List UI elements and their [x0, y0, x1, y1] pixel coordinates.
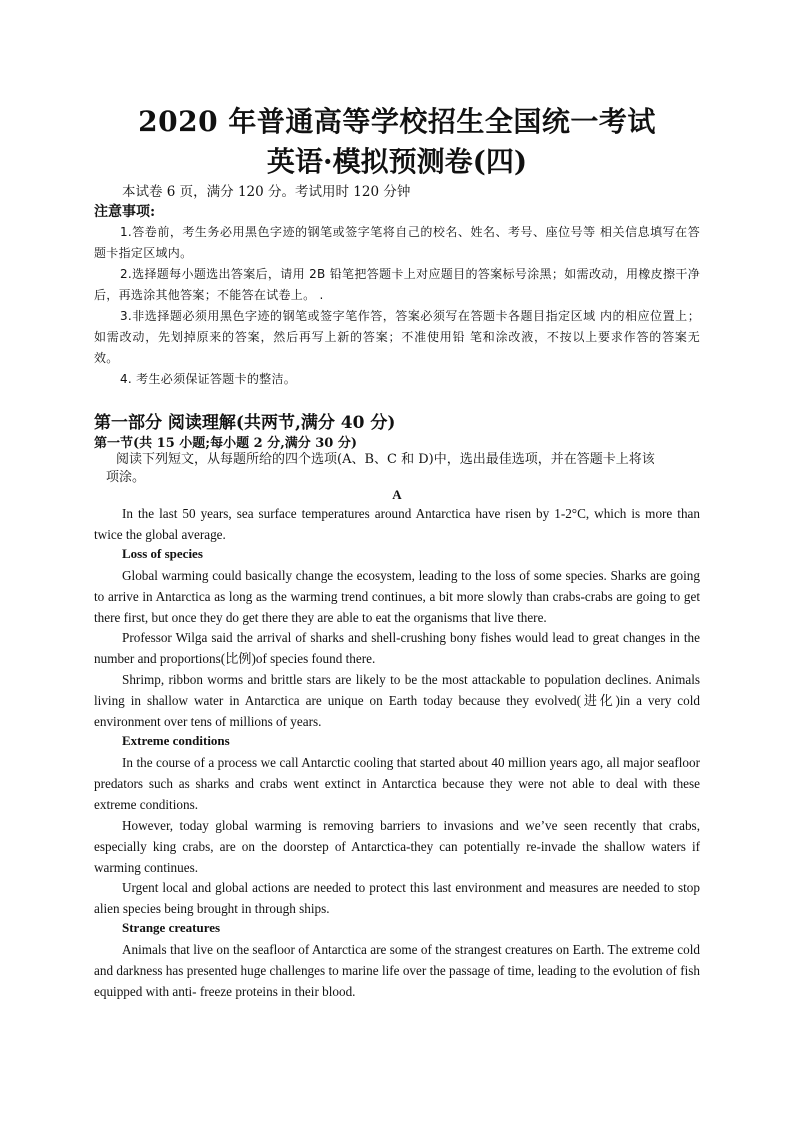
passage-subheading: Strange creatures [122, 920, 221, 935]
notice-item: 1.答卷前，考生务必用黑色字迹的钢笔或签字笔将自己的校名、姓名、考号、座位号等 相关信息填写在答题卡指定区域内。 [94, 225, 700, 260]
passage-subheading: Extreme conditions [122, 733, 230, 748]
exam-subtitle: 英语·模拟预测卷(四) [266, 145, 528, 178]
passage-paragraph: Shrimp, ribbon worms and brittle stars are likely to be the most attackable to population declines. Animals living in shallow water in Antarctica are unique on Earth today because they evolved(进化)in a very cold environment over tens of millions of years. [94, 672, 700, 729]
passage-paragraph: Professor Wilga said the arrival of sharks and shell-crushing bony fishes would lead to great changes in the number and proportions(比例)of species found there. [94, 630, 700, 666]
exam-title: 2020 年普通高等学校招生全国统一考试 [138, 105, 656, 138]
exam-info: 本试卷 6 页，满分 120 分。考试用时 120 分钟 [122, 184, 411, 200]
part-heading: 第一部分 阅读理解(共两节,满分 40 分) [94, 413, 396, 433]
notice-item: 4. 考生必须保证答题卡的整洁。 [120, 372, 297, 386]
passage-paragraph: In the last 50 years, sea surface temperatures around Antarctica have risen by 1-2°C, which is more than twice the global average. [94, 506, 700, 542]
passage-letter: A [392, 487, 402, 502]
passage-paragraph: Animals that live on the seafloor of Antarctica are some of the strangest creatures on Earth. The extreme cold and darkness has presented huge challenges to marine life over the passage of time, leading to the evolution of fish equipped with anti- freeze proteins in their blood. [94, 942, 700, 999]
passage-paragraph: Urgent local and global actions are needed to protect this last environment and measures are needed to stop alien species being brought in through ships. [94, 880, 700, 916]
notice-item: 3.非选择题必须用黑色字迹的钢笔或签字笔作答，答案必须写在答题卡各题目指定区域 内的相应位置上；如需改动，先划掉原来的答案，然后再写上新的答案；不准使用铅 笔和涂改液，不按以上要求作答的答案无效。 [94, 309, 700, 365]
instruction-line: 阅读下列短文，从每题所给的四个选项(A、B、C 和 D)中，选出最佳选项，并在答题卡上将该 [116, 452, 655, 467]
passage-subheading: Loss of species [122, 546, 203, 561]
instruction-line: 项涂。 [106, 470, 146, 485]
notice-item: 2.选择题每小题选出答案后，请用 2B 铅笔把答题卡上对应题目的答案标号涂黑；如需改动，用橡皮擦干净后，再选涂其他答案；不能答在试卷上。 . [94, 267, 700, 302]
passage-paragraph: In the course of a process we call Antarctic cooling that started about 40 million years ago, all major seafloor predators such as sharks and crabs went extinct in Antarctica because they were not able to deal with these extreme conditions. [94, 755, 700, 812]
passage-paragraph: Global warming could basically change the ecosystem, leading to the loss of some species. Sharks are going to arrive in Antarctica as long as the warming trend continues, a bit more slowly than crabs-crabs are going to get there first, but once they do get there they are able to eat the organisms that live there. [94, 568, 700, 625]
section-heading: 第一节(共 15 小题;每小题 2 分,满分 30 分) [94, 436, 358, 451]
notice-heading: 注意事项: [94, 204, 156, 220]
passage-paragraph: However, today global warming is removing barriers to invasions and we’ve seen recently that crabs, especially king crabs, are on the doorstep of Antarctica-they can potentially re-invade the shallow waters if warming continues. [94, 818, 700, 875]
